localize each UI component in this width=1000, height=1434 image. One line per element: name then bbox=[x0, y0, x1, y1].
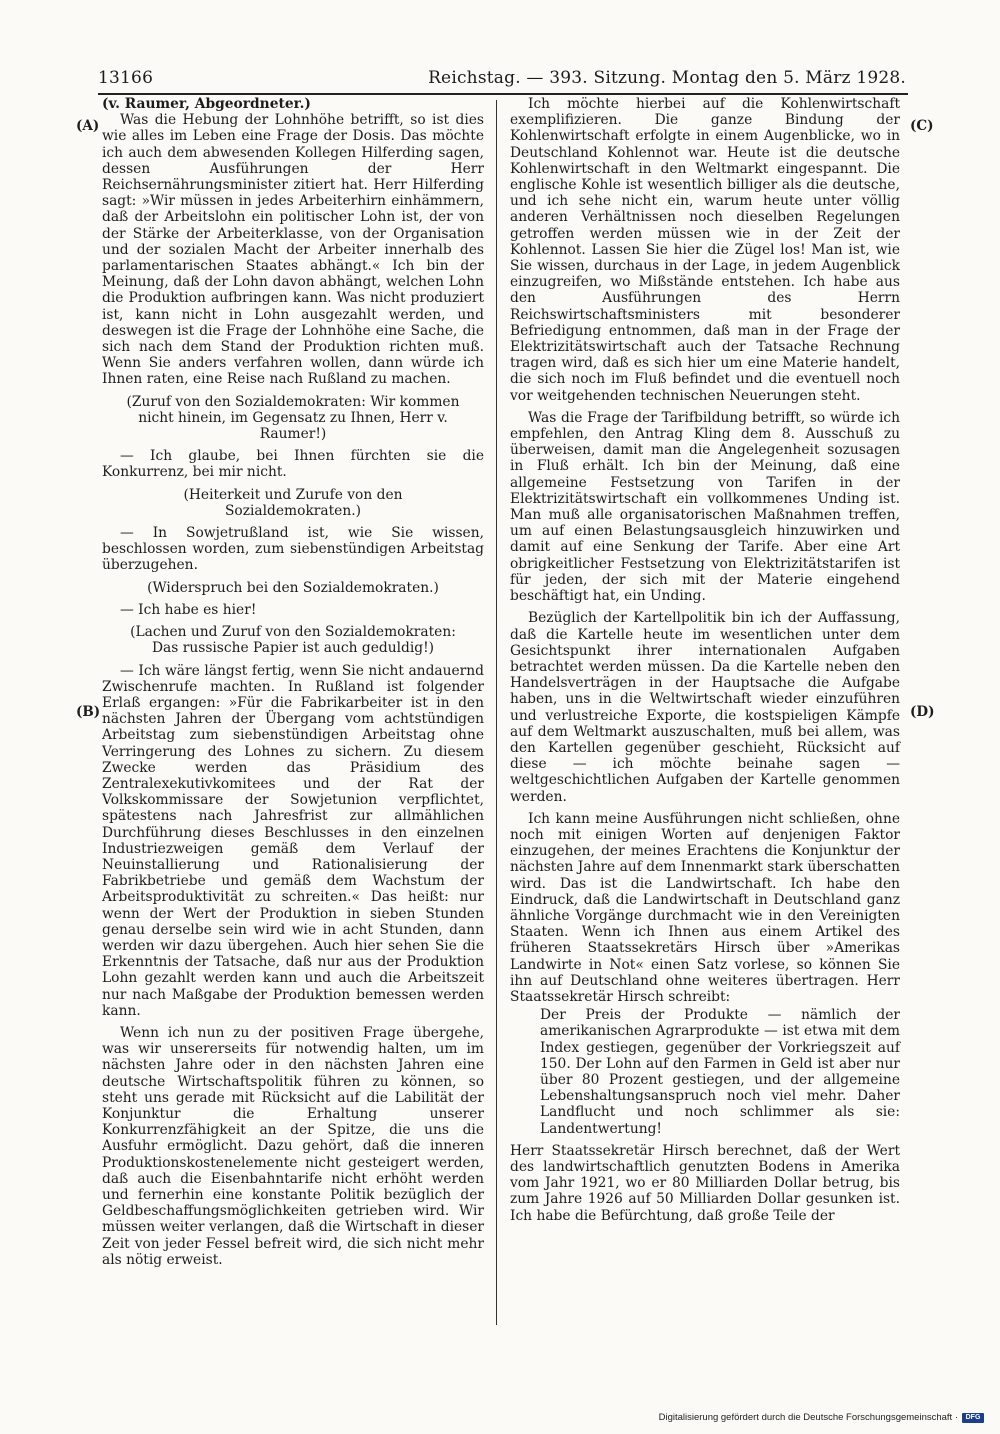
header-rule bbox=[98, 93, 908, 95]
interjection: (Lachen und Zuruf von den Sozialdemokraten: Das russische Papier ist auch geduldig!) bbox=[130, 624, 456, 657]
margin-marker-c: (C) bbox=[910, 118, 934, 134]
paragraph: Was die Hebung der Lohnhöhe betrifft, so ist dies wie alles im Leben eine Frage der Dosis. Das möchte ich auch dem abwesenden Kollegen Hilferding sagen, dessen Ausführungen der Herr Reichsernährungsminister zitiert hat. Herr Hilferding sagt: »Wir müssen in jedes Arbeiterhirn einhämmern, daß der Arbeitslohn ein politischer Lohn ist, der von der Stärke der Arbeiterklasse, von der Organisation und der sozialen Macht der Arbeiter innerhalb des parlamentarischen Staates abhängt.« Ich bin der Meinung, daß der Lohn davon abhängt, welchen Lohn die Produktion aufbringen kann. Was nicht produziert ist, kann nicht in Lohn ausgezahlt werden, und deswegen ist die Frage der Lohnhöhe eine Sache, die sich nach dem Stand der Produktion richten muß. Wenn Sie anders verfahren wollen, dann würde ich Ihnen raten, eine Reise nach Rußland zu machen. bbox=[102, 112, 484, 388]
running-title: Reichstag. — 393. Sitzung. Montag den 5. März 1928. bbox=[428, 68, 906, 88]
interjection: (Zuruf von den Sozialdemokraten: Wir kommen nicht hinein, im Gegensatz zu Ihnen, Herr v. Raumer!) bbox=[126, 393, 460, 443]
paragraph: Was die Frage der Tarifbildung betrifft, so würde ich empfehlen, den Antrag Kling dem 8. Ausschuß zu überweisen, damit man die Angelegenheit sozusagen in Fluß erhält. Ich bin der Meinung, daß eine allgemeine Festsetzung von Tarifen in der Elektrizitätswirtschaft ein vollkommenes Unding ist. Man muß alle organisatorischen Maßnahmen treffen, um auf einen Belastungsausgleich hinzuwirken und damit auf eine Senkung der Tarife. Aber eine Art obrigkeitlicher Festsetzung von Elektrizitätstarifen ist für jeden, der sich mit der Materie eingehend beschäftigt hat, ein Unding. bbox=[510, 409, 900, 605]
paragraph: Ich möchte hierbei auf die Kohlenwirtschaft exemplifizieren. Die ganze Bindung der Kohlenwirtschaft erfolgte in einem Augenblicke, wo in Deutschland Kohlennot war. Heute ist die deutsche Kohlenwirtschaft in den Weltmarkt eingespannt. Die englische Kohle ist wesentlich billiger als die deutsche, und ich sehe nicht ein, warum heute unter völlig anderen Verhältnissen noch dieselben Regelungen getroffen werden müssen wie in der Zeit der Kohlennot. Lassen Sie hier die Zügel los! Man ist, wie Sie wissen, durchaus in der Lage, in jedem Augenblick einzugreifen, wo Mißstände entstehen. Ich habe aus den Ausführungen des Herrn Reichswirtschaftsministers mit besonderer Befriedigung entnommen, daß man in der Frage der Elektrizitätswirtschaft auch der Tatsache Rechnung tragen wird, daß es sich hier um eine Materie handelt, die sich noch im Fluß befindet und die eventuell noch vor weitgehenden technischen Neuerungen steht. bbox=[510, 96, 900, 404]
page-number: 13166 bbox=[98, 68, 154, 88]
page-header bbox=[98, 68, 906, 88]
block-quote: Der Preis der Produkte — nämlich der amerikanischen Agrarprodukte — ist etwa mit dem Index gestiegen, gegenüber der Vorkriegszeit auf 150. Der Lohn auf den Farmen in Geld ist aber nur über 80 Prozent gestiegen, und der allgemeine Lebenshaltungsanspruch noch viel mehr. Daher Landflucht und noch schlimmer als sie: Landentwertung! bbox=[540, 1007, 900, 1137]
column-divider bbox=[496, 100, 497, 1325]
interjection: (Heiterkeit und Zurufe von den Sozialdemokraten.) bbox=[183, 486, 403, 519]
paragraph: Wenn ich nun zu der positiven Frage übergehe, was wir unsererseits für notwendig halten, um im nächsten Jahre oder in den nächsten Jahren eine deutsche Wirtschaftspolitik führen zu können, so steht uns gerade mit Rücksicht auf die Labilität der Konjunktur die Erhaltung unserer Konkurrenzfähigkeit an der Spitze, die uns die Ausfuhr ermöglicht. Dazu gehört, daß die inneren Produktionskostenelemente nicht gesteigert werden, daß auch die Eisenbahntarife nicht erhöht werden und fernerhin eine konstante Politik bezüglich der Geldbeschaffungsmöglichkeiten getrieben wird. Wir müssen weiter verlangen, daß die Wirtschaft in dieser Zeit von jeder Fessel befreit wird, die sich nicht mehr als nötig erweist. bbox=[102, 1024, 484, 1268]
left-column bbox=[102, 96, 484, 1268]
margin-marker-b: (B) bbox=[76, 704, 101, 720]
paragraph: Herr Staatssekretär Hirsch berechnet, daß der Wert des landwirtschaftlich genutzten Bodens in Amerika vom Jahr 1921, wo er 80 Milliarden Dollar betrug, bis zum Jahre 1926 auf 50 Milliarden Dollar gesunken ist. Ich habe die Befürchtung, daß große Teile der bbox=[510, 1142, 900, 1224]
paragraph: — Ich wäre längst fertig, wenn Sie nicht andauernd Zwischenrufe machten. In Rußland ist folgender Erlaß ergangen: »Für die Fabrikarbeiter ist in den nächsten Jahren der Übergang vom achtstündigen Arbeitstag zum siebenstündigen Arbeitstag ohne Verringerung des Lohnes zu sichern. Zu diesem Zwecke werden das Präsidium des Zentralexekutivkomitees und der Rat der Volkskommissare der Sowjetunion verpflichtet, spätestens nach Jahresfrist zur allmählichen Durchführung dieses Beschlusses in den einzelnen Industriezweigen gemäß dem Verlauf der Neuinstallierung und Rationalisierung der Fabrikbetriebe und gemäß dem Wachstum der Arbeitsproduktivität zu schreiten.« Das heißt: nur wenn der Wert der Produktion in sieben Stunden genau derselbe sein wird wie in acht Stunden, dann werden wir dazu übergehen. Auch hier sehen Sie die Erkenntnis der Tatsache, daß nur aus der Produktion Lohn gezahlt werden kann und auch die Arbeitszeit nur nach Maßgabe der Produktion bemessen werden kann. bbox=[102, 662, 484, 1019]
paragraph: — Ich habe es hier! bbox=[120, 601, 257, 618]
footer-text: Digitalisierung gefördert durch die Deutsche Forschungsgemeinschaft · bbox=[658, 1412, 958, 1423]
dfg-logo: DFG bbox=[962, 1413, 984, 1423]
margin-marker-d: (D) bbox=[910, 704, 935, 720]
margin-marker-a: (A) bbox=[76, 118, 100, 134]
interjection: (Widerspruch bei den Sozialdemokraten.) bbox=[147, 579, 439, 596]
paragraph: Bezüglich der Kartellpolitik bin ich der Auffassung, daß die Kartelle heute im wesentlichen unter dem Gesichtspunkt ihrer internationalen Aufgaben betrachtet werden müssen. Da die Kartelle neben den Handelsverträgen in der Hauptsache die Aufgabe haben, uns in die Weltwirtschaft wieder einzuführen und verlustreiche Exporte, die kostspieligen Kämpfe auf dem Weltmarkt auszuschalten, muß bei allem, was den Kartellen gegenüber geschieht, Rücksicht auf diese — ich möchte beinahe sagen — weltgeschichtlichen Aufgaben der Kartelle genommen werden. bbox=[510, 610, 900, 805]
paragraph: — Ich glaube, bei Ihnen fürchten sie die Konkurrenz, bei mir nicht. bbox=[102, 448, 484, 481]
paragraph: Ich kann meine Ausführungen nicht schließen, ohne noch mit einigen Worten auf denjenigen Faktor einzugehen, der meines Erachtens die Konjunktur der nächsten Jahre auf dem Innenmarkt stark überschatten wird. Das ist die Landwirtschaft. Ich habe den Eindruck, daß die Landwirtschaft in Deutschland ganz ähnliche Vorgänge durchmacht wie in den Vereinigten Staaten. Wenn ich Ihnen aus einem Artikel des früheren Staatssekretärs Hirsch über »Amerikas Landwirte in Not« einen Satz vorlese, so können Sie ihn auf Deutschland ohne weiteres übertragen. Herr Staatssekretär Hirsch schreibt: bbox=[510, 810, 900, 1005]
right-column bbox=[510, 96, 900, 1224]
speaker-line: (v. Raumer, Abgeordneter.) bbox=[102, 96, 311, 112]
footer-credit bbox=[659, 1412, 984, 1423]
paragraph: — In Sowjetrußland ist, wie Sie wissen, beschlossen worden, zum siebenstündigen Arbeitstag überzugehen. bbox=[102, 525, 484, 574]
